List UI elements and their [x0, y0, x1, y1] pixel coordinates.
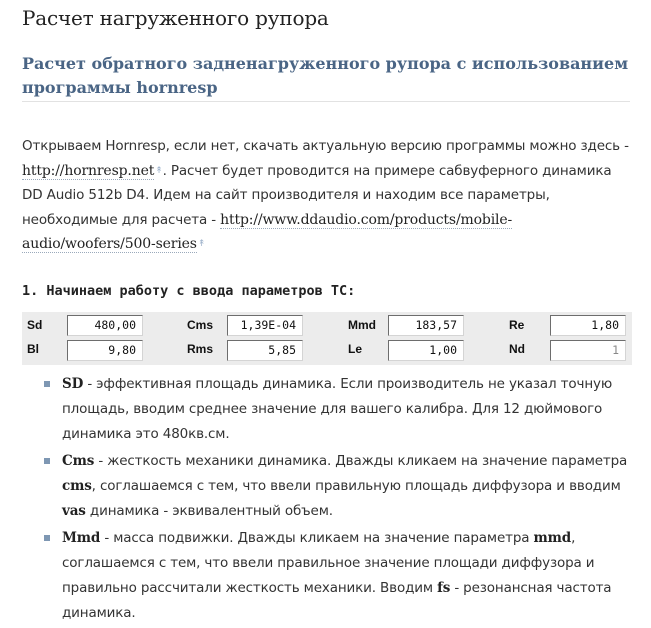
bullet-term: SD: [62, 376, 84, 392]
ddaudio-link[interactable]: http://www.ddaudio.com/products/mobile-audio/woofers/500-series: [22, 211, 513, 252]
param-input-sd[interactable]: 480,00: [67, 315, 143, 336]
bullet-text: , соглашаемся с тем, что ввели правильное значение площади диффузора и правильно рассчитали жесткость механики. Вводим: [62, 530, 595, 596]
article-subtitle: Расчет обратного задненагруженного рупора с использованием программы hornresp: [22, 54, 629, 97]
parameter-descriptions: [22, 372, 632, 628]
page-title: Расчет нагруженного рупора: [22, 6, 329, 30]
param-input-cms[interactable]: 1,39E-04: [227, 315, 303, 336]
param-label-nd: Nd: [509, 342, 525, 356]
intro-text-2: . Расчет будет проводится на примере сабвуферного динамика DD Audio 512b D4. Идем на сайт производителя и находим все параметры, необходимые для расчета -: [22, 162, 612, 228]
bullet-text: , соглашаемся с тем, что ввели правильную площадь диффузора и вводим: [91, 478, 621, 494]
param-input-nd[interactable]: 1: [550, 340, 626, 361]
param-label-cms: Cms: [187, 318, 214, 332]
hornresp-link[interactable]: http://hornresp.net: [22, 162, 155, 179]
param-label-mmd: Mmd: [348, 318, 376, 332]
external-link-icon: ↟: [155, 165, 163, 176]
intro-paragraph: [22, 134, 632, 257]
divider: [22, 101, 630, 102]
param-input-re[interactable]: 1,80: [550, 315, 626, 336]
param-label-re: Re: [509, 318, 525, 332]
list-item: [22, 449, 632, 524]
param-input-le[interactable]: 1,00: [388, 340, 464, 361]
param-label-rms: Rms: [187, 342, 214, 356]
bullet-inline-term: mmd: [533, 530, 572, 546]
bullet-text: - масса подвижки. Дважды кликаем на значение параметра: [100, 530, 534, 546]
external-link-icon: ↟: [197, 239, 206, 249]
bullet-square-icon: [44, 381, 50, 387]
bullet-inline-term: fs: [437, 580, 451, 596]
bullet-inline-term: cms: [62, 478, 92, 494]
ts-parameters-panel: [22, 312, 632, 365]
bullet-square-icon: [44, 458, 50, 464]
bullet-text: - эффективная площадь динамика. Если производитель не указал точную площадь, вводим среднее значение для вашего калибра. Для 12 дюймового динамика это 480кв.см.: [62, 376, 613, 442]
bullet-inline-term: vas: [62, 503, 86, 519]
param-input-rms[interactable]: 5,85: [227, 340, 303, 361]
param-label-bl: Bl: [27, 342, 39, 356]
section-heading: 1. Начинаем работу с ввода параметров ТС:: [22, 283, 356, 299]
bullet-square-icon: [44, 535, 50, 541]
list-item: [22, 526, 632, 626]
bullet-text: динамика - эквивалентный объем.: [85, 503, 333, 519]
bullet-term: Mmd: [62, 530, 101, 546]
param-label-sd: Sd: [27, 318, 43, 332]
bullet-text: - жесткость механики динамика. Дважды кликаем на значение параметра: [94, 453, 628, 469]
bullet-term: Cms: [62, 453, 95, 469]
param-input-bl[interactable]: 9,80: [67, 340, 143, 361]
param-input-mmd[interactable]: 183,57: [388, 315, 464, 336]
param-label-le: Le: [348, 342, 363, 356]
list-item: [22, 372, 632, 447]
intro-text-1: Открываем Hornresp, если нет, скачать актуальную версию программы можно здесь -: [22, 138, 629, 154]
bullet-text: - резонансная частота динамика.: [62, 580, 612, 621]
